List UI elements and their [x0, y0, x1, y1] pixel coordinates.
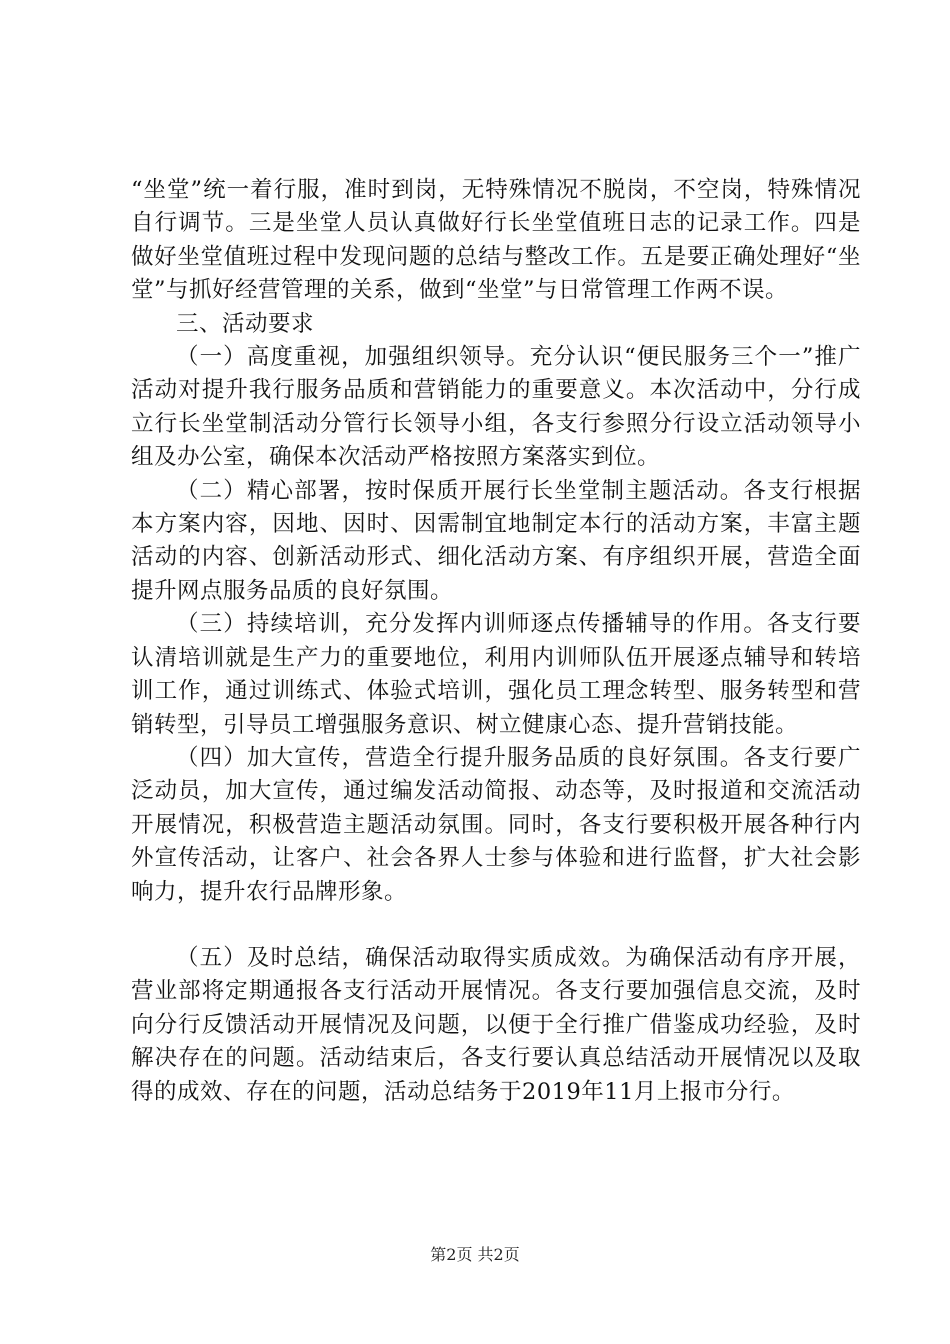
paragraph-requirement-5: （五）及时总结，确保活动取得实质成效。为确保活动有序开展，营业部将定期通报各支行活动开展情况。各支行要加强信息交流，及时向分行反馈活动开展情况及问题，以便于全行推广借鉴成功经验，及时解决存在的问题。活动结束后，各支行要认真总结活动开展情况以及取得的成效、存在的问题，活动总结务于2019年11月上报市分行。	[131, 944, 861, 1105]
document-body	[131, 174, 861, 1109]
paragraph-requirement-2: （二）精心部署，按时保质开展行长坐堂制主题活动。各支行根据本方案内容，因地、因时、因需制宜地制定本行的活动方案，丰富主题活动的内容、创新活动形式、细化活动方案、有序组织开展，营造全面提升网点服务品质的良好氛围。	[131, 477, 861, 604]
paragraph-continuation: “坐堂”统一着行服，准时到岗，无特殊情况不脱岗，不空岗，特殊情况自行调节。三是坐堂人员认真做好行长坐堂值班日志的记录工作。四是做好坐堂值班过程中发现问题的总结与整改工作。五是要正确处理好“坐堂”与抓好经营管理的关系，做到“坐堂”与日常管理工作两不误。	[131, 177, 861, 304]
paragraph-requirement-4: （四）加大宣传，营造全行提升服务品质的良好氛围。各支行要广泛动员，加大宣传，通过编发活动简报、动态等，及时报道和交流活动开展情况，积极营造主题活动氛围。同时，各支行要积极开展各种行内外宣传活动，让客户、社会各界人士参与体验和进行监督，扩大社会影响力，提升农行品牌形象。	[131, 744, 861, 905]
page-number-footer: 第2页 共2页	[430, 1245, 520, 1264]
paragraph-requirement-1: （一）高度重视，加强组织领导。充分认识“便民服务三个一”推广活动对提升我行服务品质和营销能力的重要意义。本次活动中，分行成立行长坐堂制活动分管行长领导小组，各支行参照分行设立活动领导小组及办公室，确保本次活动严格按照方案落实到位。	[131, 344, 861, 471]
section-heading-activity-requirements: 三、活动要求	[176, 310, 315, 337]
paragraph-requirement-3: （三）持续培训，充分发挥内训师逐点传播辅导的作用。各支行要认清培训就是生产力的重要地位，利用内训师队伍开展逐点辅导和转培训工作，通过训练式、体验式培训，强化员工理念转型、服务转型和营销转型，引导员工增强服务意识、树立健康心态、提升营销技能。	[131, 611, 861, 738]
